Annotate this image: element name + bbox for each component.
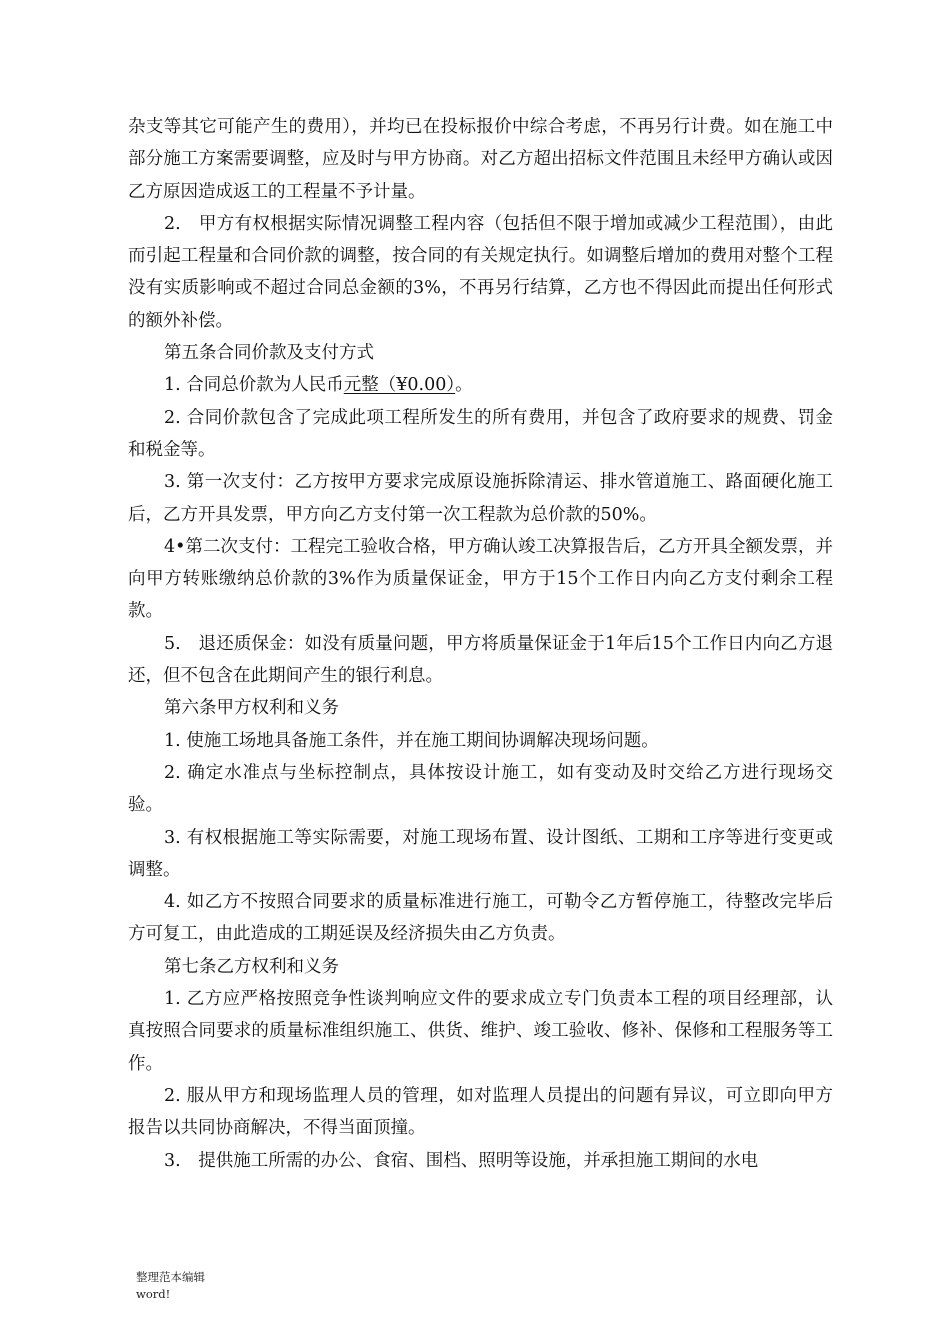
footer-line-2: word! (136, 1287, 171, 1301)
footer-line-1: 整理范本编辑 (136, 1270, 205, 1284)
heading-article-7: 第七条乙方权利和义务 (164, 956, 339, 977)
contract-price-amount: 元整（¥0.00） (343, 375, 456, 396)
heading-article-6: 第六条甲方权利和义务 (164, 698, 339, 719)
page-footer (136, 1269, 205, 1303)
contract-price-label: 1. 合同总价款为人民币 (164, 375, 344, 396)
paragraph-article-6-item-4: 4. 如乙方不按照合同要求的质量标准进行施工，可勒令乙方暂停施工，待整改完毕后方可复工，由此造成的工期延误及经济损失由乙方负责。 (128, 892, 833, 945)
paragraph-article-6-item-1: 1. 使施工场地具备施工条件，并在施工期间协调解决现场问题。 (164, 730, 659, 751)
paragraph-article-6-item-2: 2. 确定水准点与坐标控制点，具体按设计施工，如有变动及时交给乙方进行现场交验。 (128, 762, 833, 816)
paragraph-article-7-item-2: 2. 服从甲方和现场监理人员的管理，如对监理人员提出的问题有异议，可立即向甲方报告以共同协商解决，不得当面顶撞。 (128, 1085, 833, 1139)
contract-price-end: 。 (455, 375, 473, 396)
document-body (128, 111, 833, 1177)
paragraph-article-5-item-4: 4•第二次支付：工程完工验收合格，甲方确认竣工决算报告后，乙方开具全额发票，并向甲方转账缴纳总价款的3%作为质量保证金，甲方于15个工作日内向乙方支付剩余工程款。 (128, 536, 833, 622)
paragraph-article-5-item-1 (128, 369, 833, 401)
paragraph-article-5-item-2: 2. 合同价款包含了完成此项工程所发生的所有费用，并包含了政府要求的规费、罚金和税金等。 (128, 407, 833, 460)
paragraph-continuation: 杂支等其它可能产生的费用），并均已在投标报价中综合考虑，不再另行计费。如在施工中部分施工方案需要调整，应及时与甲方协商。对乙方超出招标文件范围且未经甲方确认或因乙方原因造成返工的工程量不予计量。 (128, 117, 833, 202)
paragraph-article-6-item-3: 3. 有权根据施工等实际需要，对施工现场布置、设计图纸、工期和工序等进行变更或调整。 (128, 827, 833, 880)
paragraph-article-5-item-5: 5. 退还质保金：如没有质量问题，甲方将质量保证金于1年后15个工作日内向乙方退还，但不包含在此期间产生的银行利息。 (128, 633, 833, 687)
paragraph-clause-2: 2. 甲方有权根据实际情况调整工程内容（包括但不限于增加或减少工程范围），由此而引起工程量和合同价款的调整，按合同的有关规定执行。如调整后增加的费用对整个工程没有实质影响或不超过合同总金额的3%，不再另行结算，乙方也不得因此而提出任何形式的额外补偿。 (128, 213, 833, 331)
heading-article-5: 第五条合同价款及支付方式 (164, 343, 374, 364)
paragraph-article-5-item-3: 3. 第一次支付：乙方按甲方要求完成原设施拆除清运、排水管道施工、路面硬化施工后，乙方开具发票，甲方向乙方支付第一次工程款为总价款的50%。 (128, 472, 833, 525)
paragraph-article-7-item-3: 3. 提供施工所需的办公、食宿、围档、照明等设施，并承担施工期间的水电 (164, 1150, 759, 1171)
paragraph-article-7-item-1: 1. 乙方应严格按照竞争性谈判响应文件的要求成立专门负责本工程的项目经理部，认真按照合同要求的质量标准组织施工、供货、维护、竣工验收、修补、保修和工程服务等工作。 (128, 989, 833, 1074)
